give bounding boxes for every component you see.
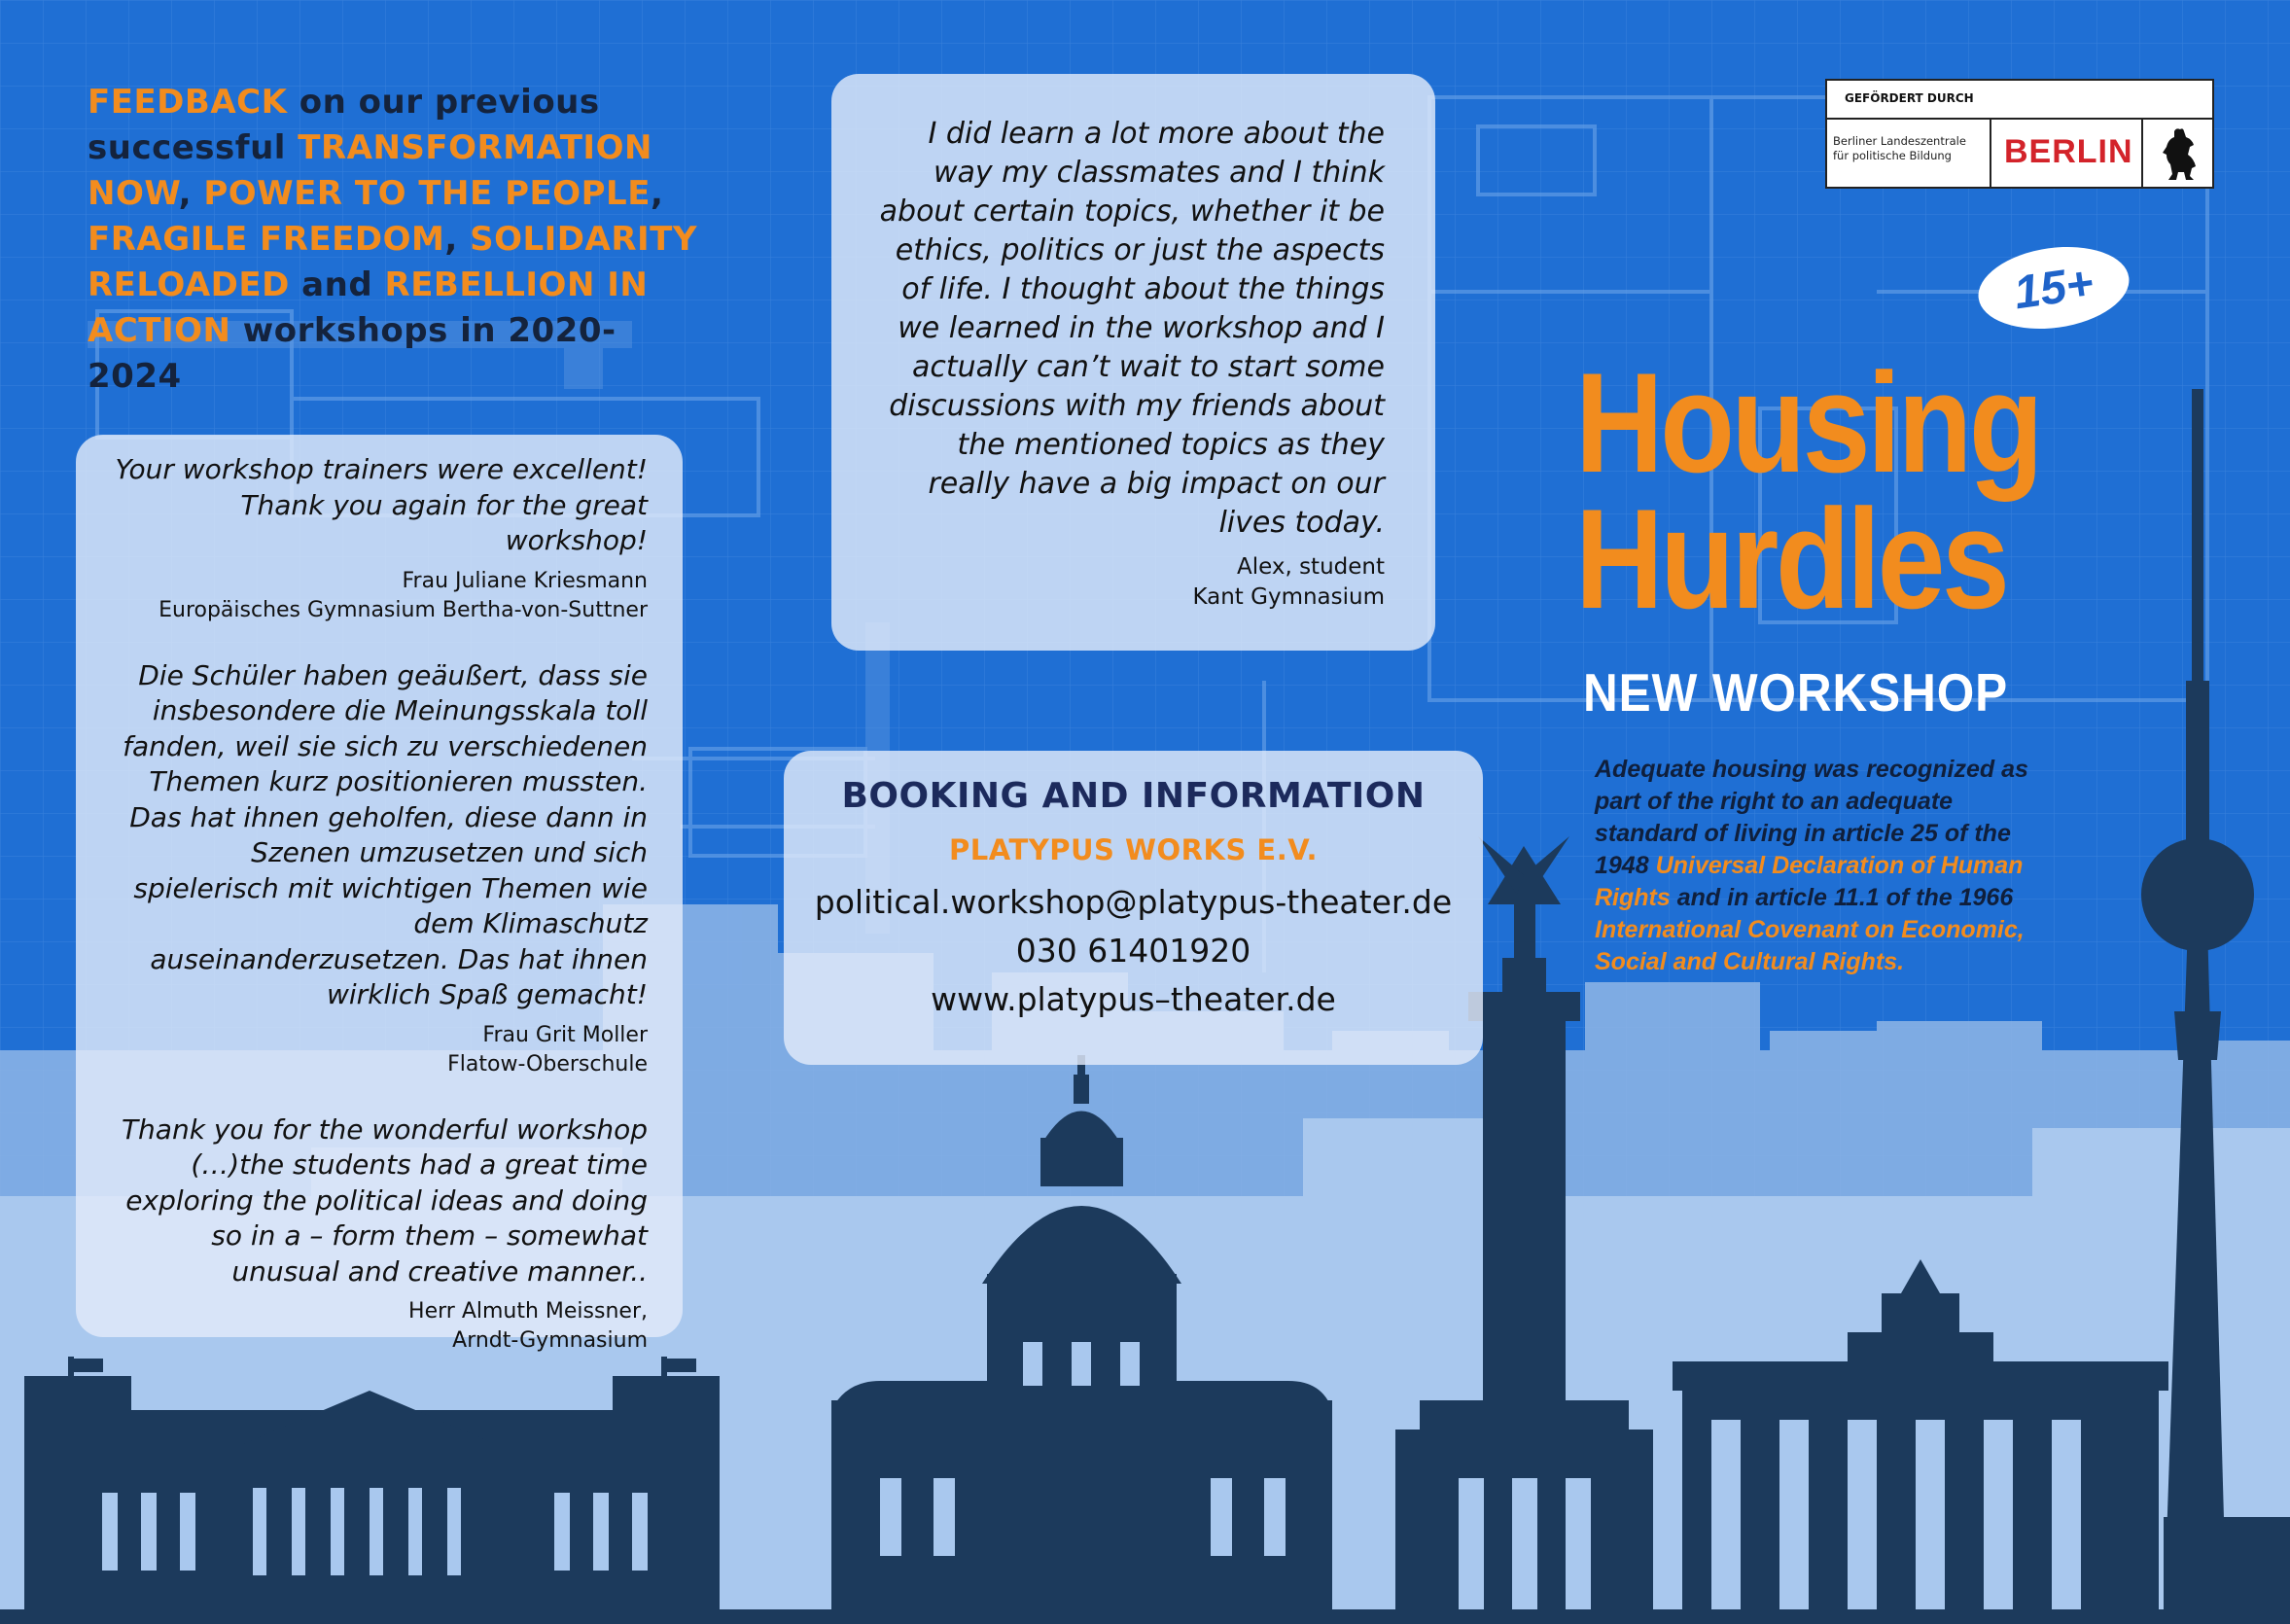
- testimonial-school: Kant Gymnasium: [1192, 584, 1385, 610]
- age-label: 15+: [2010, 257, 2096, 319]
- workshop-subtitle: NEW WORKSHOP: [1583, 662, 2009, 723]
- sponsor-label: GEFÖRDERT DURCH: [1827, 81, 2212, 120]
- testimonial-quote: Die Schüler haben geäußert, dass sie insbesondere die Meinungsskala toll fanden, weil sie sich zu verschiedenen Themen kurz positionieren mussten. Das hat ihnen geholfen, diese dann in Szenen umzusetzen und sich spielerisch mit wichtigen Themen wie dem Klimaschutz auseinanderzusetzen. Das hat ihnen wirklich Spaß gemacht!: [123, 658, 648, 1010]
- testimonial-author: Frau Juliane Kriesmann: [402, 568, 648, 593]
- testimonial-quote: Your workshop trainers were excellent! Thank you again for the great workshop!: [115, 453, 648, 556]
- berlin-wordmark: BERLIN: [2004, 133, 2133, 170]
- sponsor-organization: Berliner Landeszentrale für politische Bildung: [1833, 134, 1966, 162]
- workshop-title: [1575, 343, 2041, 638]
- testimonials-panel: [76, 435, 683, 1353]
- testimonial-quote: I did learn a lot more about the way my classmates and I think about certain topics, whether it be ethics, politics or just the aspects of life. I thought about the things we learned in the workshop and I actually can’t wait to start some discussions with my friends about the mentioned topics as they really have a big impact on our lives today.: [879, 117, 1385, 540]
- booking-title: BOOKING AND INFORMATION: [841, 776, 1426, 816]
- booking-panel: [784, 751, 1483, 1065]
- website-link[interactable]: www.platypus–theater.de: [931, 980, 1336, 1018]
- testimonial-author: Herr Almuth Meissner,: [408, 1299, 648, 1324]
- testimonial-author: Frau Grit Moller: [482, 1022, 648, 1047]
- feedback-heading: FEEDBACK on our previous successful TRANSFORMATION NOW, POWER TO THE PEOPLE, FRAGILE FREEDOM, SOLIDARITY RELOADED and REBELLION IN ACTION workshops in 2020-2024: [88, 83, 697, 396]
- testimonial-quote: Thank you for the wonderful workshop (…)the students had a great time exploring the political ideas and doing so in a – form them – somewhat unusual and creative manner..: [121, 1112, 648, 1288]
- berlin-bear-icon: [2153, 125, 2207, 184]
- testimonial-school: Flatow-Oberschule: [447, 1051, 648, 1077]
- sponsor-divider: [1990, 120, 1991, 189]
- student-testimonial-panel: [831, 74, 1435, 651]
- testimonial-author: Alex, student: [1236, 554, 1385, 580]
- testimonial: [111, 1112, 648, 1357]
- email-link[interactable]: political.workshop@platypus-theater.de: [814, 883, 1453, 921]
- testimonial: [111, 452, 648, 625]
- title-line: Hurdles: [1575, 479, 2007, 638]
- title-line: Housing: [1575, 343, 2041, 502]
- testimonial-school: Europäisches Gymnasium Bertha-von-Suttner: [159, 597, 648, 622]
- sponsor-logo-block: [1825, 79, 2214, 189]
- organization-name: PLATYPUS WORKS E.V.: [949, 833, 1318, 866]
- testimonial-school: Arndt-Gymnasium: [452, 1328, 648, 1353]
- workshop-description: Adequate housing was recognized as part of the right to an adequate standard of living in article 25 of the 1948 Universal Declaration of Human Rights and in article 11.1 of the 1966 International Covenant on Economic, Social and Cultural Rights.: [1595, 756, 2028, 975]
- phone-number[interactable]: 030 61401920: [1015, 932, 1251, 970]
- testimonial: [111, 658, 648, 1079]
- sponsor-divider: [2141, 120, 2143, 189]
